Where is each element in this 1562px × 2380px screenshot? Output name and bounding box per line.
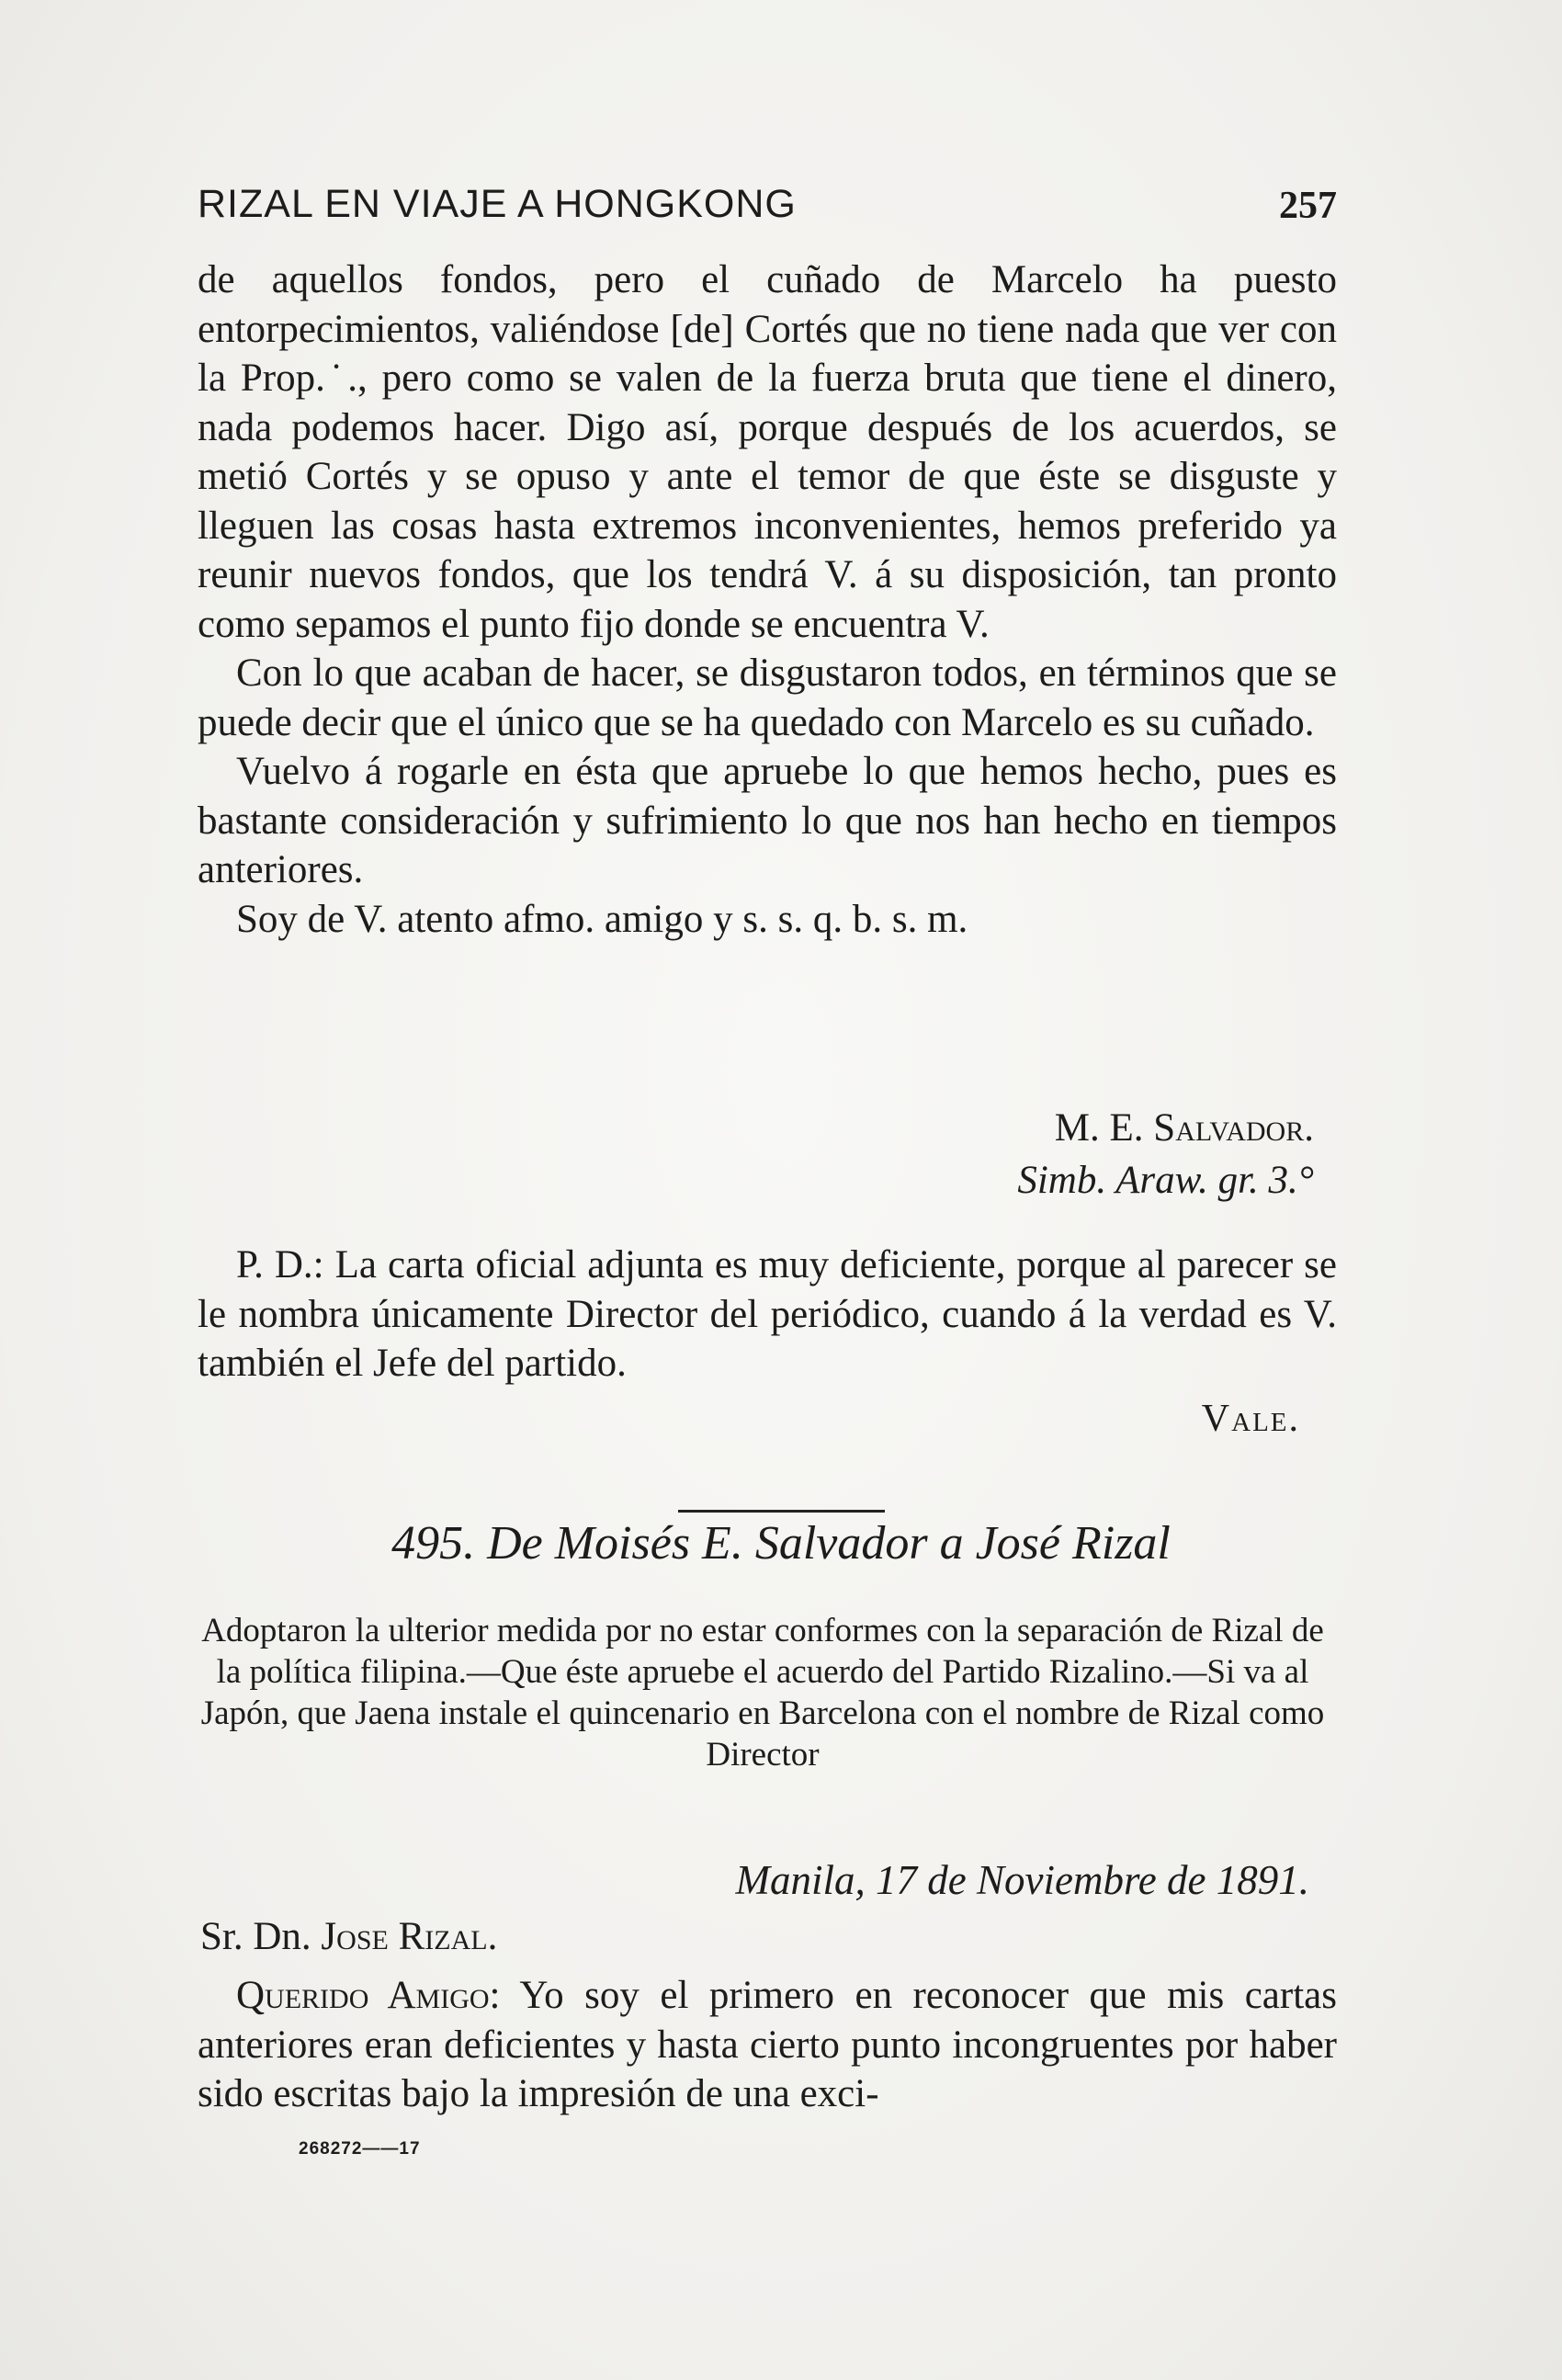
page-number: 257	[1279, 185, 1337, 227]
paragraph: Con lo que acaban de hacer, se disgustaron todos, en términos que se puede decir que el único que se ha quedado con Marcelo es su cuñado.	[198, 652, 1337, 744]
signature-note: Simb. Araw. gr. 3.°	[1017, 1159, 1314, 1202]
signature-initials: M. E.	[1054, 1106, 1144, 1150]
paragraph: de aquellos fondos, pero el cuñado de Marcelo ha puesto entorpecimientos, valiéndose [de] Cortés que no tiene nada que ver con la Prop.˙., pero como se valen de la fuerza bruta que tiene el dinero, nada podemos hacer. Digo así, porque después de los acuerdos, se metió Cortés y se opuso y ante el temor de que éste se disguste y lleguen las cosas hasta extremos inconvenientes, hemos preferido ya reunir nuevos fondos, que los tendrá V. á su disposición, tan pronto como sepamos el punto fijo donde se encuentra V.	[198, 258, 1337, 646]
signature	[1055, 1105, 1314, 1150]
addressee-name: Jose Rizal.	[321, 1915, 498, 1958]
letter-summary: Adoptaron la ulterior medida por no estar conformes con la separación de Rizal de la política filipina.—Que éste apruebe el acuerdo del Partido Rizalino.—Si va al Japón, que Jaena instale el quincenario en Barcelona con el nombre de Rizal como Director	[200, 1612, 1325, 1774]
page-header	[0, 182, 1337, 237]
closing: Soy de V. atento afmo. amigo y s. s. q. b. s. m.	[236, 897, 968, 941]
opening-paragraph	[198, 1971, 1337, 2119]
postscript-text: P. D.: La carta oficial adjunta es muy deficiente, porque al parecer se le nombra únicamente Director del periódico, cuando á la verdad es V. también el Jefe del partido.	[198, 1243, 1337, 1385]
dateline: Manila, 17 de Noviembre de 1891.	[735, 1857, 1309, 1903]
addressee-prefix: Sr. Dn.	[200, 1915, 311, 1958]
paragraph: Vuelvo á rogarle en ésta que apruebe lo que hemos hecho, pues es bastante consideración y sufrimiento lo que nos han hecho en tiempos anteriores.	[198, 750, 1337, 891]
postscript	[198, 1241, 1337, 1388]
sheet-signature: 268272——17	[299, 2139, 421, 2159]
letter-body	[198, 255, 1337, 944]
section-divider	[678, 1510, 885, 1513]
letter-title: 495. De Moisés E. Salvador a José Rizal	[391, 1517, 1171, 1570]
salutation: Querido Amigo	[236, 1974, 490, 2017]
signature-surname: Salvador.	[1153, 1106, 1314, 1150]
vale: Vale.	[1201, 1398, 1300, 1440]
opening-text: : Yo soy el primero en reconocer que mis cartas anteriores eran deficientes y hasta cierto punto incongruentes por haber sido escritas bajo la impresión de una exci-	[198, 1974, 1337, 2115]
running-head: RIZAL EN VIAJE A HONGKONG	[198, 182, 797, 226]
letter-opening	[198, 1971, 1337, 2119]
addressee	[200, 1914, 497, 1959]
